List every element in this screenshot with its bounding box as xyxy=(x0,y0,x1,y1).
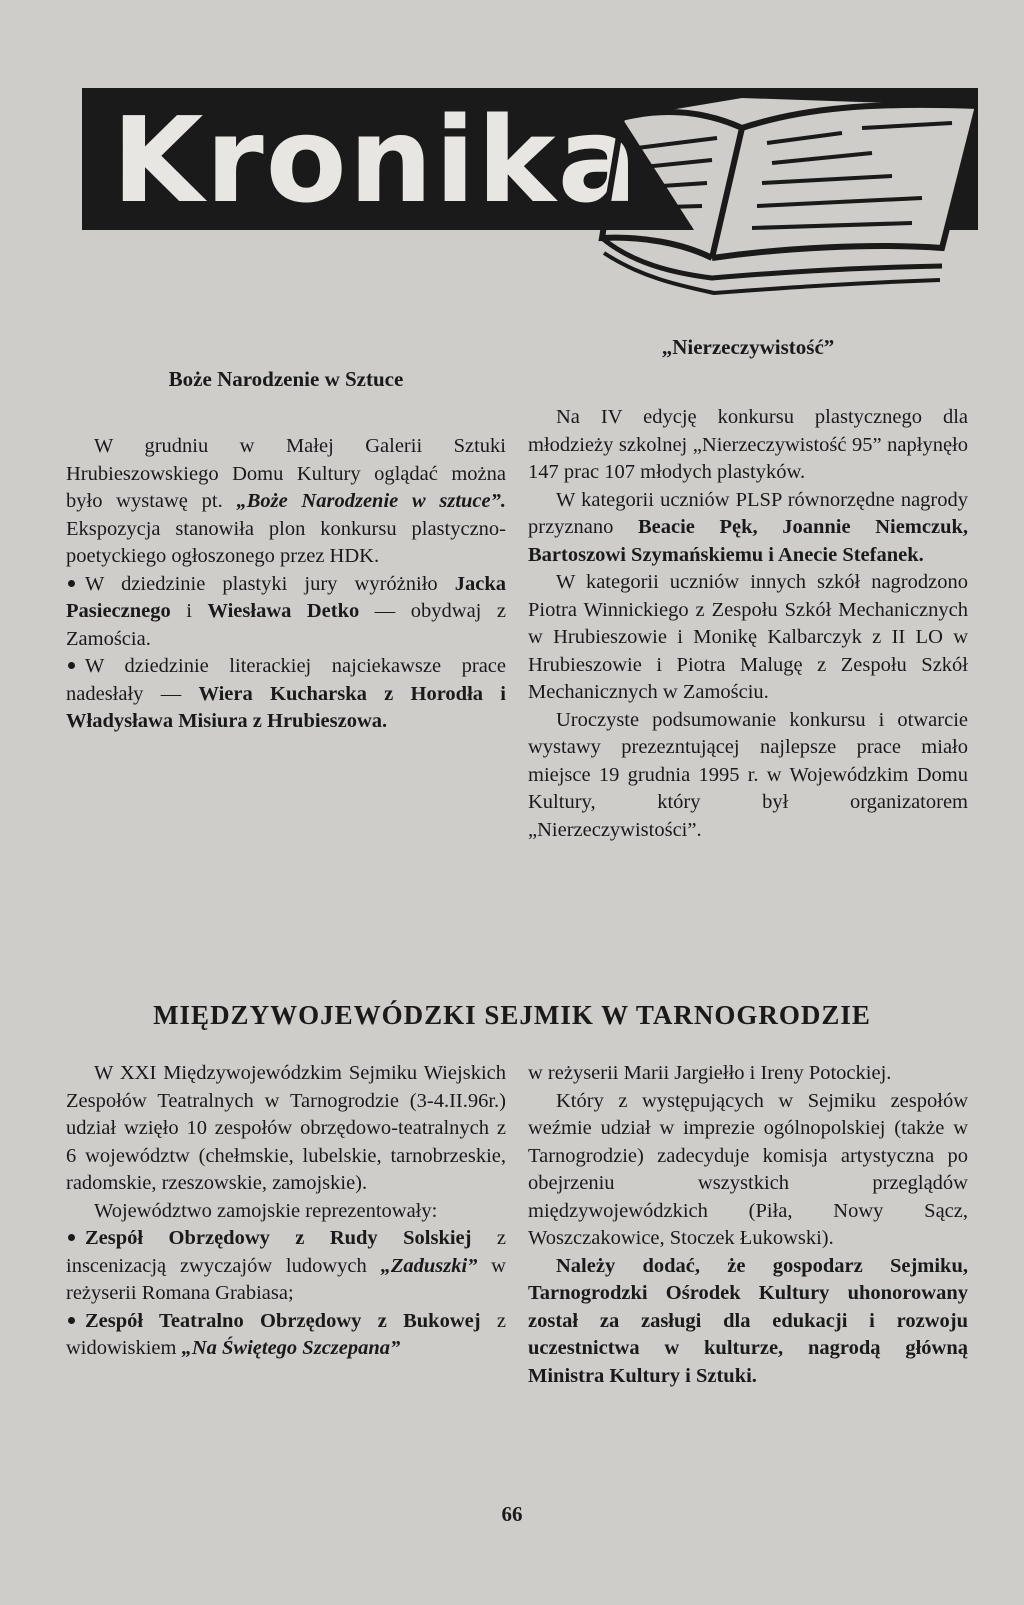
text-run: W grudniu w Małej Galerii Sztuki Hrubieszowskiego Domu Kultury oglądać można było wystawę pt. xyxy=(66,435,506,512)
paragraph xyxy=(528,487,968,570)
bullet-icon xyxy=(68,1317,75,1324)
text-run: W dziedzinie literackiej najciekawsze prace nadesłały — xyxy=(66,655,506,705)
paragraph: Należy dodać, że gospodarz Sejmiku, Tarnogrodzki Ośrodek Kultury uhonorowany został za zasługi dla edukacji i rozwoju uczestnictwa w kulturze, nagrodą główną Ministra Kultury i Sztuki. xyxy=(528,1254,968,1387)
column-sejmik-left xyxy=(66,1060,506,1363)
text-run-name: Beacie Pęk, Joannie Niemczuk, Bartoszowi Szymańskiemu i Anecie Stefanek. xyxy=(528,516,968,566)
masthead-title: Kronika xyxy=(112,91,640,229)
section-heading-sejmik: MIĘDZYWOJEWÓDZKI SEJMIK W TARNOGRODZIE xyxy=(153,1000,871,1030)
section-heading-right: „Nierzeczywistość” xyxy=(661,335,835,359)
bullet-item xyxy=(66,653,506,736)
text-run: i xyxy=(170,600,208,622)
text-run-name: Zespół Obrzędowy z Rudy Solskiej xyxy=(85,1227,472,1249)
text-run: — obydwaj z Zamościa. xyxy=(66,600,506,650)
text-run-title: „Zaduszki” xyxy=(380,1254,478,1277)
paragraph: Uroczyste podsumowanie konkursu i otwarcie wystawy prezezntującej najlepsze prace miało miejsce 19 grudnia 1995 r. w Wojewódzkim Domu Kultury, który był organizatorem „Nierzeczywistości”. xyxy=(528,708,968,841)
paragraph: Województwo zamojskie reprezentowały: xyxy=(94,1199,438,1222)
text-run-name: Wiesława Detko xyxy=(207,600,360,622)
paragraph: w reżyserii Marii Jargiełło i Ireny Potockiej. xyxy=(528,1062,892,1084)
text-run: z inscenizacją zwyczajów ludowych xyxy=(66,1227,506,1277)
text-run: Ekspozycja stanowiła plon konkursu plastyczno-poetyckiego ogłoszonego przez HDK. xyxy=(66,517,506,567)
open-book-icon xyxy=(542,88,978,298)
column-left xyxy=(66,433,506,736)
paragraph: W kategorii uczniów innych szkół nagrodzono Piotra Winnickiego z Zespołu Szkół Mechanicznych w Hrubieszowie i Monikę Kalbarczyk z II LO w Hrubieszowie i Piotra Malugę z Zespołu Szkół Mechanicznych w Zamościu. xyxy=(528,571,968,703)
text-run: z widowiskiem xyxy=(66,1309,506,1359)
text-run-name: Wiera Kucharska z Horodła i Władysława Misiura z Hrubieszowa. xyxy=(66,682,506,732)
bullet-item xyxy=(66,1225,506,1308)
bullet-icon xyxy=(68,580,75,587)
bullet-icon xyxy=(68,1234,75,1241)
paragraph: W XXI Międzywojewódzkim Sejmiku Wiejskich Zespołów Teatralnych w Tarnogrodzie (3-4.II.96r.) udział wzięło 10 zespołów obrzędowo-teatralnych z 6 województw (chełmskie, lubelskie, tarnobrzeskie, radomskie, rzeszowskie, zamojskie). xyxy=(66,1062,506,1194)
text-run-name: Jacka Pasiecznego xyxy=(66,572,506,622)
page-number: 66 xyxy=(501,1502,523,1526)
paragraph: Na IV edycję konkursu plastycznego dla młodzieży szkolnej „Nierzeczywistość 95” napłynęło 147 prac 107 młodych plastyków. xyxy=(528,406,968,483)
text-run-name: Zespół Teatralno Obrzędowy z Bukowej xyxy=(85,1309,481,1332)
text-run-title: „Boże Narodzenie w sztuce”. xyxy=(236,490,507,512)
section-heading-left: Boże Narodzenie w Sztuce xyxy=(168,367,404,391)
bullet-item xyxy=(66,571,506,654)
text-run: w reżyserii Romana Grabiasa; xyxy=(66,1254,506,1304)
text-run: W kategorii uczniów PLSP równorzędne nagrody przyznano xyxy=(528,488,968,538)
bullet-item xyxy=(66,1308,506,1363)
column-right xyxy=(528,404,968,844)
paragraph xyxy=(66,433,506,571)
masthead xyxy=(82,88,978,298)
column-sejmik-right xyxy=(528,1060,968,1390)
paragraph: Który z występujących w Sejmiku zespołów weźmie udział w imprezie ogólnopolskiej (także w Tarnogrodzie) zadecyduje komisja artystyczna po obejrzeniu wszystkich przeglądów międzywojewódzkich (Piła, Nowy Sącz, Woszczakowice, Stoczek Łukowski). xyxy=(528,1089,968,1249)
bullet-icon xyxy=(68,662,75,669)
text-run-title: „Na Świętego Szczepana” xyxy=(181,1337,401,1359)
text-run: W dziedzinie plastyki jury wyróżniło xyxy=(85,572,455,595)
